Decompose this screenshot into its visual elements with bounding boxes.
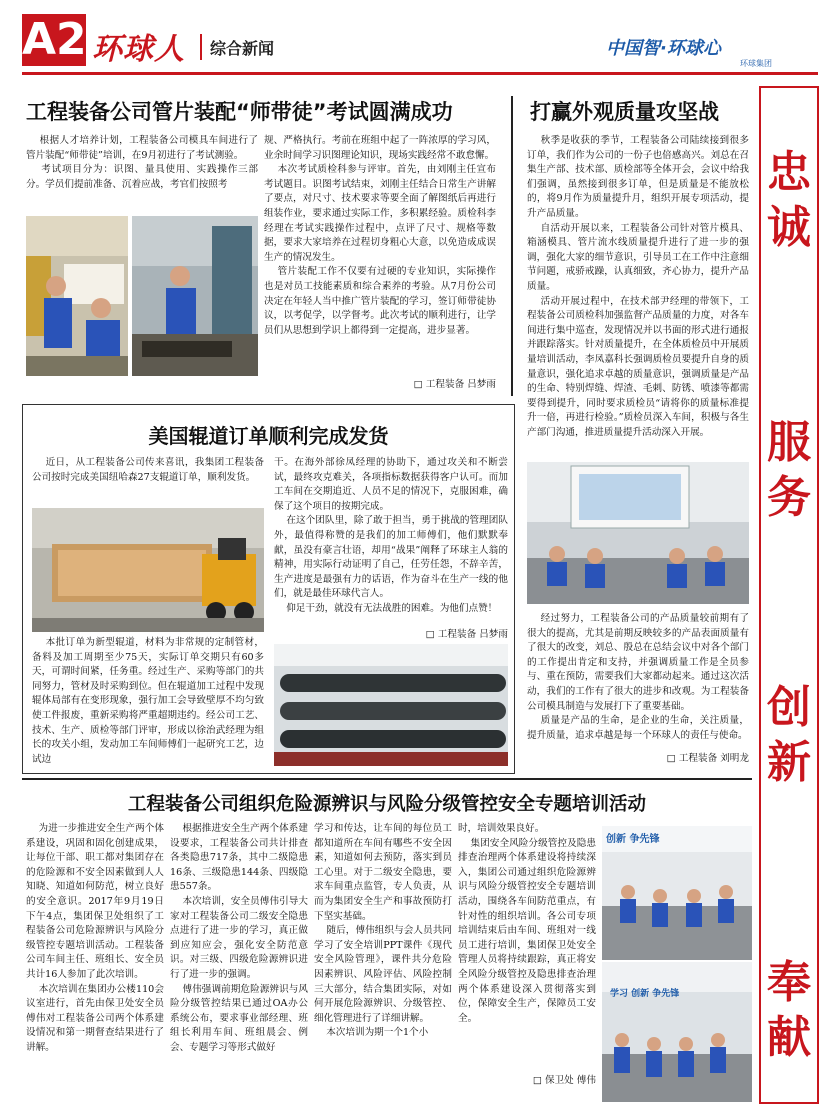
motto-char: 诚 <box>767 202 811 253</box>
article-4-credit: □ 保卫处 傅伟 <box>532 1075 596 1086</box>
section-name: 综合新闻 <box>210 39 275 58</box>
article-2-credit: □ 工程装备 吕梦雨 <box>425 629 508 640</box>
photo-assembly-mold <box>132 216 258 376</box>
article-4-top-rule <box>22 778 752 780</box>
motto-char: 奉 <box>767 957 811 1008</box>
motto-char: 务 <box>767 472 811 523</box>
article-2-col1-top: 近日，从工程装备公司传来喜讯，我集团工程装备公司按时完成美国纽哈森27支辊道订单，顺利发货。 <box>32 457 264 483</box>
article-4-title: 工程装备公司组织危险源辨识与风险分级管控安全专题培训活动 <box>127 794 646 815</box>
photo-steel-rollers <box>274 644 508 766</box>
article-3-title: 打赢外观质量攻坚战 <box>530 100 719 124</box>
header-rule <box>22 72 818 75</box>
article-1-col1: 根据人才培养计划，工程装备公司模具车间进行了管片装配“师带徒”培训，在9月初进行了考试测验。 考试项目分为：识图、量具使用、实践操作三部分。学员们提前准备、沉着应战，考官们按照考 <box>26 135 258 190</box>
brand-logo-text: 环球人 <box>92 32 185 67</box>
photo-quality-meeting <box>527 462 749 604</box>
article-1-credit: □ 工程装备 吕梦雨 <box>413 379 496 390</box>
article-3-col-top: 秋季是收获的季节，工程装备公司陆续接到很多订单，我们作为公司的一份子也倍感高兴。刘总在召集生产部、技术部、质检部等全体开会，会议中给我们强调，虽然接到很多订单，但是质量是不能放松的，将9月作为质量提升月，组织开展专项活动，提升产品质量。 自活动开展以来，工程装备公司针对管片模具、箱涵模具、管片流水线质量提升进行了进一步的强调，强化大家的细节意识，引导员工在工作中注意细节问题，戒骄戒躁，认真细致，齐心协力，提升产品质量。 活动开展过程中，在技术部尹经理的带领下，工程装备公司质检科加强监督产品质量的力度，对各车间进行集中巡查，发现情况并以书面的形式进行通报并跟踪落实。针对质量提升，在全体质检员中开展质量培训活动，李凤嘉科长强调质检员要提升自身的质量意识，强化追求卓越的质量意识，强调质量是产品的生命、特别焊缝、焊渣、毛刺、防锈、喷漆等都需要得到提升，同时要求质检员“请将你的质量标准提升一倍，再进行检验。”质检员深入车间，积极与各生产部门沟通，推进质量提升活动深入开展。 <box>527 135 749 438</box>
page-number: A2 <box>22 14 87 65</box>
motto-char: 献 <box>767 1012 811 1063</box>
column-divider <box>511 96 513 396</box>
photo-banner-text: 学习 创新 争先锋 <box>610 989 680 999</box>
article-2-col2: 干。在海外部徐凤经理的协助下，通过攻关和不断尝试，最终攻克难关，各项指标数据获得客户认可。而加工车间在交期追近、人员不足的情况下，克服困难，确保了这个项目的按期完成。 在这个团队里，除了敢于担当，勇于挑战的管理团队外，最值得称赞的是我们的加工师傅们，他们默默奉献，虽没有豪言壮语，却用“战果”阐释了环球主人翁的精神，用实际行动证明了自己，任劳任怨，不辞辛苦，生产进度是最强有力的话语，作为奋斗在生产一线的他们，就是最佳环球代言人。 仰足干劲，就没有无法战胜的困难。为他们点赞！ <box>274 457 508 614</box>
slogan: 中国智·环球心 <box>606 38 721 59</box>
motto-char: 服 <box>767 417 811 468</box>
article-4-col1: 为进一步推进安全生产两个体系建设，巩固和固化创建成果，让每位干部、职工都对集团存在的危险源和不安全因素做到人人知晓、知道如何防范，树立良好的安全意识。2017年9月19日下午4点，集团保卫处组织了工程装备公司危险源辨识与风险分级管控专题培训活动。工程装备公司车间主任、班组长、安全员共计16人参加了此次培训。 本次培训在集团办公楼110会议室进行，首先由保卫处安全员傅伟对工程装备公司两个体系建设情况和第一期督查结果进行了讲解。 <box>26 823 164 1053</box>
article-2-title: 美国辊道订单顺利完成发货 <box>148 424 389 448</box>
photo-roller-shipment <box>32 508 264 632</box>
article-2-col1-bottom: 本批订单为新型辊道，材料为非常规的定制管材，备料及加工周期至少75天，实际订单交期只有60多天，可谓时间紧，任务重。经过生产、采购等部门的共同努力，管材及时采购到位。但在辊道加工过程中发现辊体局部有在变形现象，强行加工会导致壁厚不均匀致使工件报废，重新采购将严重超期违约。经公司工艺、技术、生产、质检等部门评审，形成以徐治武经理为组长的攻关小组，发动加工车间师傅们一起研究工艺，边试边 <box>32 637 264 765</box>
article-3-credit: □ 工程装备 刘明龙 <box>666 753 749 764</box>
sidebar-motto-box <box>759 86 819 1104</box>
motto-char: 新 <box>767 737 811 788</box>
motto-char: 创 <box>767 682 811 733</box>
slogan-sub: 环球集团 <box>740 59 772 68</box>
article-1-title: 工程装备公司管片装配“师带徒”考试圆满成功 <box>26 100 453 124</box>
photo-banner-text: 创新 争先锋 <box>606 834 660 845</box>
photo-safety-training-1 <box>602 826 752 960</box>
motto-char: 忠 <box>767 147 811 198</box>
photo-workers-reading-drawing <box>26 216 128 376</box>
header-divider <box>200 34 202 60</box>
article-4-col2: 根据推进安全生产两个体系建设要求，工程装备公司共计排查各类隐患717条，其中二级隐患16条、三级隐患144条、四级隐患557条。 本次培训，安全员傅伟引导大家对工程装备公司二级安全隐患点进行了进一步的学习，真正做到应知应会，强化安全防范意识。对三级、四级危险源辨识进行了进一步的强调。 傅伟强调前期危险源辨识与风险分级管控结果已通过OA办公系统公布，要求事业部经理、班组长利用车间、班组晨会、例会、专题学习等形式做好 <box>170 823 308 1053</box>
article-4-col4: 时，培训效果良好。 集团安全风险分级管控及隐患排查治理两个体系建设将持续深入，集团公司通过组织危险源辨识与风险分级管控安全专题培训活动，围绕各车间防范重点，有针对性的组织培训。各公司专项培训结束后由车间、班组对一线员工进行培训，集团保卫处安全管理人员将持续跟踪，真正将安全风险分级管控及隐患排查治理两个体系建设深入贯彻落实到位，保障安全生产，保障员工安全。 <box>458 823 596 1024</box>
article-3-col-bottom: 经过努力，工程装备公司的产品质量较前期有了很大的提高，尤其是前期反映较多的产品表面质量有了很大的改变，刘总、殷总在总结会议中对各个部门的工作提出肯定和支持，并强调质量工作是全员参与、重在预防，需要我们大家都动起来。通过这次活动，我们的工作有了很大的进步和改观。为工程装备公司模具制造与发展打下了重要基础。 质量是产品的生命，是企业的生命，关注质量，提升质量，追求卓越是每一个环球人的责任与使命。 <box>527 613 749 741</box>
article-4-col3: 学习和传达，让车间的每位员工都知道所在车间有哪些不安全因素，知道如何去预防，落实到员工心里。对于二级安全隐患，要求车间重点监管，专人负责，从而为集团安全生产和事故预防打下坚实基础。 随后，傅伟组织与会人员共同学习了安全培训PPT课件《现代安全风险管理》，课件共分危险因素辨识、风险评估、风险控制三大部分，结合集团实际，对如何开展危险源辨识、分级管控、细化管理进行了详细讲解。 本次培训为期一个1个小 <box>314 823 452 1039</box>
article-1-col2: 规、严格执行。考前在班组中起了一阵浓厚的学习风，业余时间学习识图理论知识，现场实践经常不敢怠懈。 本次考试质检科参与评审。首先，由刘刚主任宣布考试题目。识图考试结束，刘刚主任结合日常生产讲解了要点，对尺寸、技术要求等要全面了解图纸后再进行组装作业，要求通过实际工作，多积累经验。质检科李经理在考试实践操作过程中，点评了尺寸、规格等数据，要求大家培养在过程切身粗心大意，以免造成成误生产的情况发生。 管片装配工作不仅要有过硬的专业知识，实际操作也是对员工技能素质和综合素养的考验。从7月份公司决定在年轻人当中推广管片装配的学习，签订师带徒协议，以考促学，以学督考。此次考试的顺利进行，让学员们从思想到学识上都得到一定提高，进步显著。 <box>264 135 496 336</box>
photo-safety-training-2 <box>602 962 752 1102</box>
